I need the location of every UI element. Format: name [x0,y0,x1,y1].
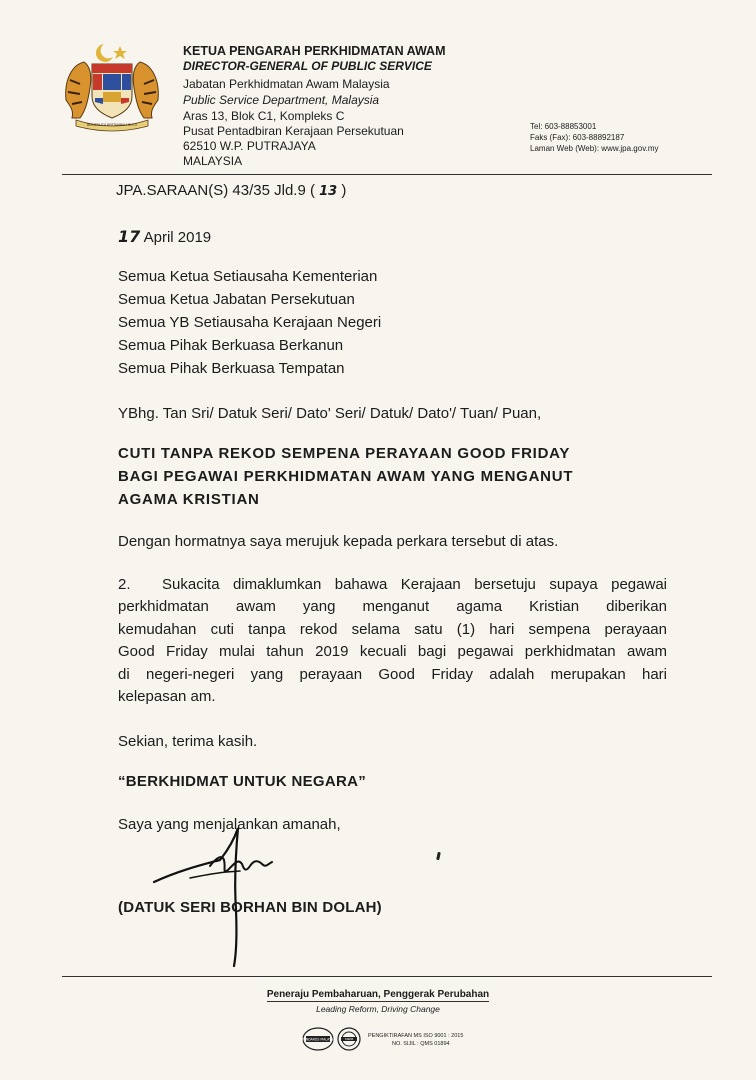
letter-date [118,226,211,249]
badge-right-text: SIRIM [344,1037,354,1042]
letterhead-dept-en: Public Service Department, Malaysia [183,93,380,107]
national-motto: “BERKHIDMAT UNTUK NEGARA” [118,773,367,790]
tagline-en: Leading Reform, Driving Change [316,1004,440,1014]
address-line: MALAYSIA [183,154,243,168]
certification-text: PENGIKTIRAFAN MS ISO 9001 : 2015 [368,1033,464,1039]
reference-prefix: JPA.SARAAN(S) 43/35 Jld.9 ( [116,182,315,199]
paragraph-line: kemudahan cuti tanpa rekod selama satu (1) hari sempena perayaan [118,620,667,638]
tagline-ms: Peneraju Pembaharuan, Penggerak Perubahan [266,989,490,1000]
crest-motto: BERSEKUTU BERTAMBAH MUTU [86,123,138,127]
paragraph-line: Good Friday mulai tahun 2019 kecuali bagi pegawai perkhidmatan awam [118,643,667,661]
badge-left-text: STANDARDS MALAYSIA [299,1037,337,1042]
ink-mark [436,852,441,860]
closing: Sekian, terima kasih. [118,733,258,750]
reference-suffix: ) [341,182,347,199]
sign-off: Saya yang menjalankan amanah, [118,816,341,833]
paragraph-line: perkhidmatan awam yang menganut agama Kristian diberikan [118,598,667,616]
date-handwritten-day: 17 [118,227,141,246]
standards-malaysia-logo [299,1027,337,1051]
header-divider [62,174,712,175]
coat-of-arms-logo [62,40,162,130]
paragraph-2 [118,574,667,708]
subject-line: AGAMA KRISTIAN [118,491,260,508]
address-line: 62510 W.P. PUTRAJAYA [183,139,316,153]
paragraph-line: 2. Sukacita dimaklumkan bahawa Kerajaan bersetuju supaya pegawai [118,574,667,596]
sirim-logo [337,1027,361,1051]
recipient-line: Semua Pihak Berkuasa Tempatan [118,360,345,377]
reference-number [116,180,346,203]
recipient-line: Semua Ketua Setiausaha Kementerian [118,268,378,285]
certification-number: NO. SIJIL : QMS 01894 [392,1041,450,1047]
reference-handwritten-number: 13 [319,184,338,199]
letterhead-dept-ms: Jabatan Perkhidmatan Awam Malaysia [183,77,390,91]
contact-web: Laman Web (Web): www.jpa.gov.my [530,144,659,153]
address-line: Pusat Pentadbiran Kerajaan Persekutuan [183,124,404,138]
footer-tagline [0,989,756,1000]
letterhead-title-en: DIRECTOR-GENERAL OF PUBLIC SERVICE [183,59,432,73]
salutation: YBhg. Tan Sri/ Datuk Seri/ Dato' Seri/ Datuk/ Dato'/ Tuan/ Puan, [118,405,542,422]
subject-line: BAGI PEGAWAI PERKHIDMATAN AWAM YANG MENGANUT [118,468,574,485]
subject-line: CUTI TANPA REKOD SEMPENA PERAYAAN GOOD FRIDAY [118,445,571,462]
contact-fax: Faks (Fax): 603-88892187 [530,133,625,142]
address-line: Aras 13, Blok C1, Kompleks C [183,109,345,123]
contact-phone: Tel: 603-88853001 [530,122,597,131]
opening-paragraph: Dengan hormatnya saya merujuk kepada perkara tersebut di atas. [118,533,559,550]
recipient-line: Semua Ketua Jabatan Persekutuan [118,291,355,308]
handwritten-signature [150,820,310,970]
footer-divider [62,976,712,977]
letterhead-title-ms: KETUA PENGARAH PERKHIDMATAN AWAM [183,44,446,58]
recipient-line: Semua YB Setiausaha Kerajaan Negeri [118,314,382,331]
signatory-name: (DATUK SERI BORHAN BIN DOLAH) [118,899,382,916]
paragraph-line: di negeri-negeri yang perayaan Good Friday adalah merupakan hari [118,665,667,683]
recipient-line: Semua Pihak Berkuasa Berkanun [118,337,344,354]
paragraph-line: kelepasan am. [118,687,216,705]
paragraph-number: 2. [118,576,131,593]
date-month-year: April 2019 [143,229,212,246]
